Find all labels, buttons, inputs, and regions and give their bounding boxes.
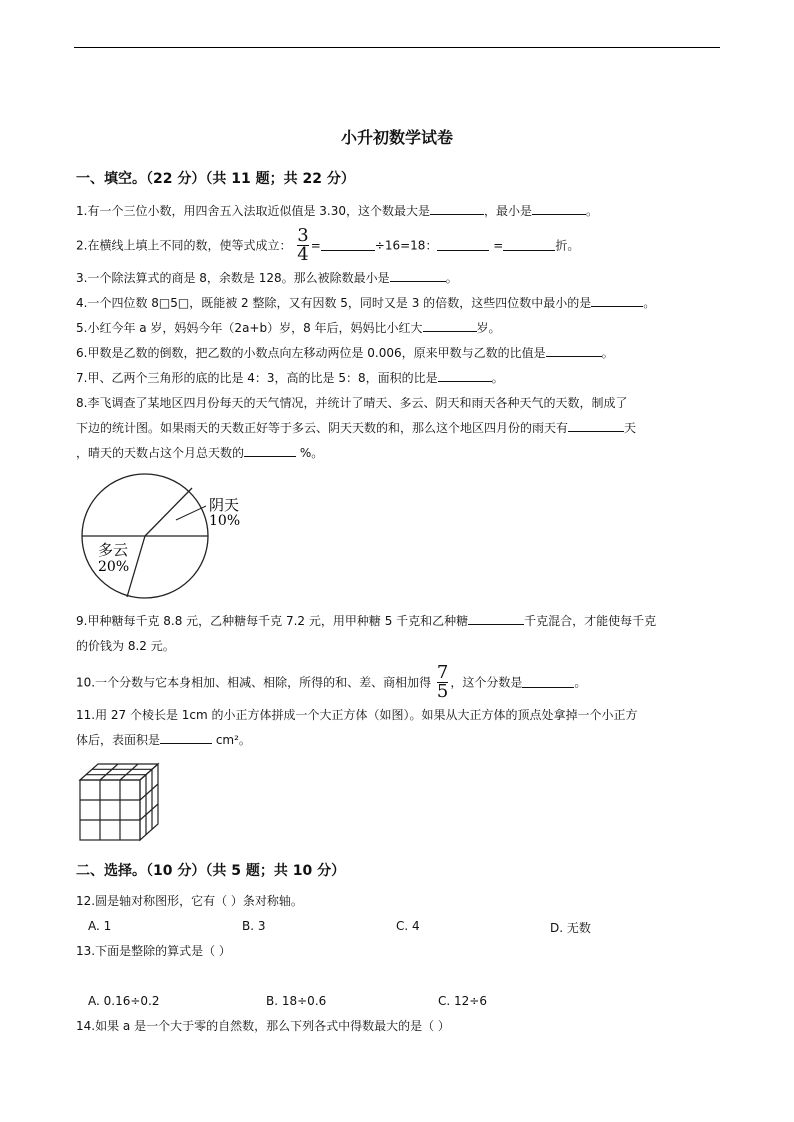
fraction-denominator: 5: [436, 681, 449, 702]
fraction-3-4: [297, 225, 309, 265]
section-1-heading: 一、填空。（22 分）（共 11 题；共 22 分）: [76, 171, 355, 187]
question-text: %。: [296, 446, 324, 460]
question-11-line-1: 11.用 27 个棱长是 1cm 的小正方体拼成一个大正方体（如图）。如果从大正方体的顶点处拿掉一个小正方: [76, 708, 638, 722]
question-text: 5.小红今年 a 岁，妈妈今年（2a+b）岁，8 年后，妈妈比小红大: [76, 321, 423, 335]
question-text: 体后，表面积是: [76, 733, 161, 747]
answer-blank[interactable]: [522, 677, 574, 688]
answer-blank[interactable]: [438, 371, 492, 382]
option-a[interactable]: A. 1: [88, 919, 112, 933]
question-text: 3.一个除法算式的商是 8，余数是 128。那么被除数最小是: [76, 271, 390, 285]
question-text: 1.有一个三位小数，用四舍五入法取近似值是 3.30，这个数最大是: [76, 204, 430, 218]
question-text: 。: [445, 271, 458, 285]
question-text: =: [310, 238, 321, 253]
question-text: 4.一个四位数 8□5□，既能被 2 整除，又有因数 5，同时又是 3 的倍数，这些四位数中最小的是: [76, 296, 592, 310]
question-text: 岁。: [476, 321, 501, 335]
answer-blank[interactable]: [568, 421, 624, 432]
question-8-line-1: 8.李飞调查了某地区四月份每天的天气情况，并统计了晴天、多云、阴天和雨天各种天气的天数，制成了: [76, 396, 628, 410]
cube-front-face: [80, 780, 140, 840]
pie-pct-overcast: 10%: [209, 513, 241, 529]
answer-blank[interactable]: [430, 204, 484, 215]
question-text: 7.甲、乙两个三角形的底的比是 4：3，高的比是 5：8，面积的比是: [76, 371, 438, 385]
header-rule: [74, 47, 720, 48]
pie-divider-overcast: [145, 488, 192, 536]
question-10: [76, 662, 587, 702]
question-text: 。: [586, 204, 599, 218]
answer-blank[interactable]: [546, 346, 602, 357]
question-text: 。: [643, 296, 656, 310]
question-11-line-2: [76, 733, 251, 747]
question-8-line-3: [76, 446, 323, 460]
cube-figure: [78, 762, 162, 844]
answer-blank[interactable]: [390, 271, 446, 282]
question-3: [76, 271, 458, 285]
fraction-numerator: 7: [436, 662, 449, 683]
question-6: [76, 346, 614, 360]
option-c[interactable]: C. 12÷6: [438, 994, 487, 1008]
pie-pct-cloudy: 20%: [98, 559, 130, 575]
cube-grid-line: [120, 764, 138, 780]
question-text: ÷16=18：: [374, 238, 438, 253]
question-8-line-2: [76, 421, 636, 435]
question-text: ，最小是: [484, 204, 533, 218]
answer-blank[interactable]: [591, 296, 643, 307]
question-text: 9.甲种糖每千克 8.8 元，乙种糖每千克 7.2 元，用甲种糖 5 千克和乙种糖: [76, 614, 469, 628]
fraction-denominator: 4: [297, 244, 309, 265]
question-text: 。: [491, 371, 504, 385]
option-d[interactable]: D. 无数: [550, 921, 591, 935]
answer-blank[interactable]: [468, 614, 524, 625]
question-text: cm²。: [212, 733, 251, 747]
answer-blank[interactable]: [160, 733, 212, 744]
question-text: 10.一个分数与它本身相加、相减、相除，所得的和、差、商相加得: [76, 675, 432, 690]
question-text: =: [489, 238, 504, 253]
question-13: 13.下面是整除的算式是（ ）: [76, 944, 231, 958]
answer-blank[interactable]: [503, 240, 555, 251]
question-14: 14.如果 a 是一个大于零的自然数，那么下列各式中得数最大的是（ ）: [76, 1019, 450, 1033]
pie-label-cloudy: 多云: [98, 541, 129, 559]
question-4: [76, 296, 655, 310]
option-b[interactable]: B. 18÷0.6: [266, 994, 327, 1008]
question-9-line-1: [76, 614, 656, 628]
option-a[interactable]: A. 0.16÷0.2: [88, 994, 160, 1008]
question-text: 6.甲数是乙数的倒数，把乙数的小数点向左移动两位是 0.006，原来甲数与乙数的比值是: [76, 346, 546, 360]
page-title: 小升初数学试卷: [340, 128, 453, 147]
pie-divider-cloudy: [127, 536, 145, 597]
answer-blank[interactable]: [244, 446, 296, 457]
question-text: 下边的统计图。如果雨天的天数正好等于多云、阴天天数的和，那么这个地区四月份的雨天有: [76, 421, 569, 435]
cube-grid-line: [100, 764, 118, 780]
question-7: [76, 371, 504, 385]
fraction-7-5: [436, 662, 449, 702]
question-9-line-2: 的价钱为 8.2 元。: [76, 639, 175, 653]
question-text: ，这个分数是: [450, 675, 523, 690]
answer-blank[interactable]: [437, 240, 489, 251]
pie-leader-line: [176, 506, 206, 520]
question-text: 天: [624, 421, 637, 435]
question-1: [76, 204, 598, 218]
question-text: 千克混合，才能使每千克: [524, 614, 657, 628]
question-text: 2.在横线上填上不同的数，使等式成立：: [76, 238, 292, 253]
answer-blank[interactable]: [423, 321, 477, 332]
option-c[interactable]: C. 4: [396, 919, 420, 933]
section-2-heading: 二、选择。（10 分）（共 5 题；共 10 分）: [76, 863, 346, 879]
option-b[interactable]: B. 3: [242, 919, 266, 933]
fraction-numerator: 3: [297, 225, 309, 246]
question-text: 。: [601, 346, 614, 360]
pie-label-overcast: 阴天: [209, 496, 240, 514]
cube-grid-line: [140, 784, 158, 800]
question-2: [76, 225, 580, 265]
cube-right-face: [140, 764, 158, 840]
question-text: 。: [574, 675, 587, 690]
question-text: ，晴天的天数占这个月总天数的: [76, 446, 245, 460]
answer-blank[interactable]: [532, 204, 586, 215]
weather-pie-chart: [78, 472, 268, 604]
answer-blank[interactable]: [321, 240, 375, 251]
question-text: 折。: [555, 238, 580, 253]
cube-grid-line: [140, 804, 158, 820]
question-5: [76, 321, 501, 335]
question-12: 12.圆是轴对称图形，它有（ ）条对称轴。: [76, 894, 303, 908]
